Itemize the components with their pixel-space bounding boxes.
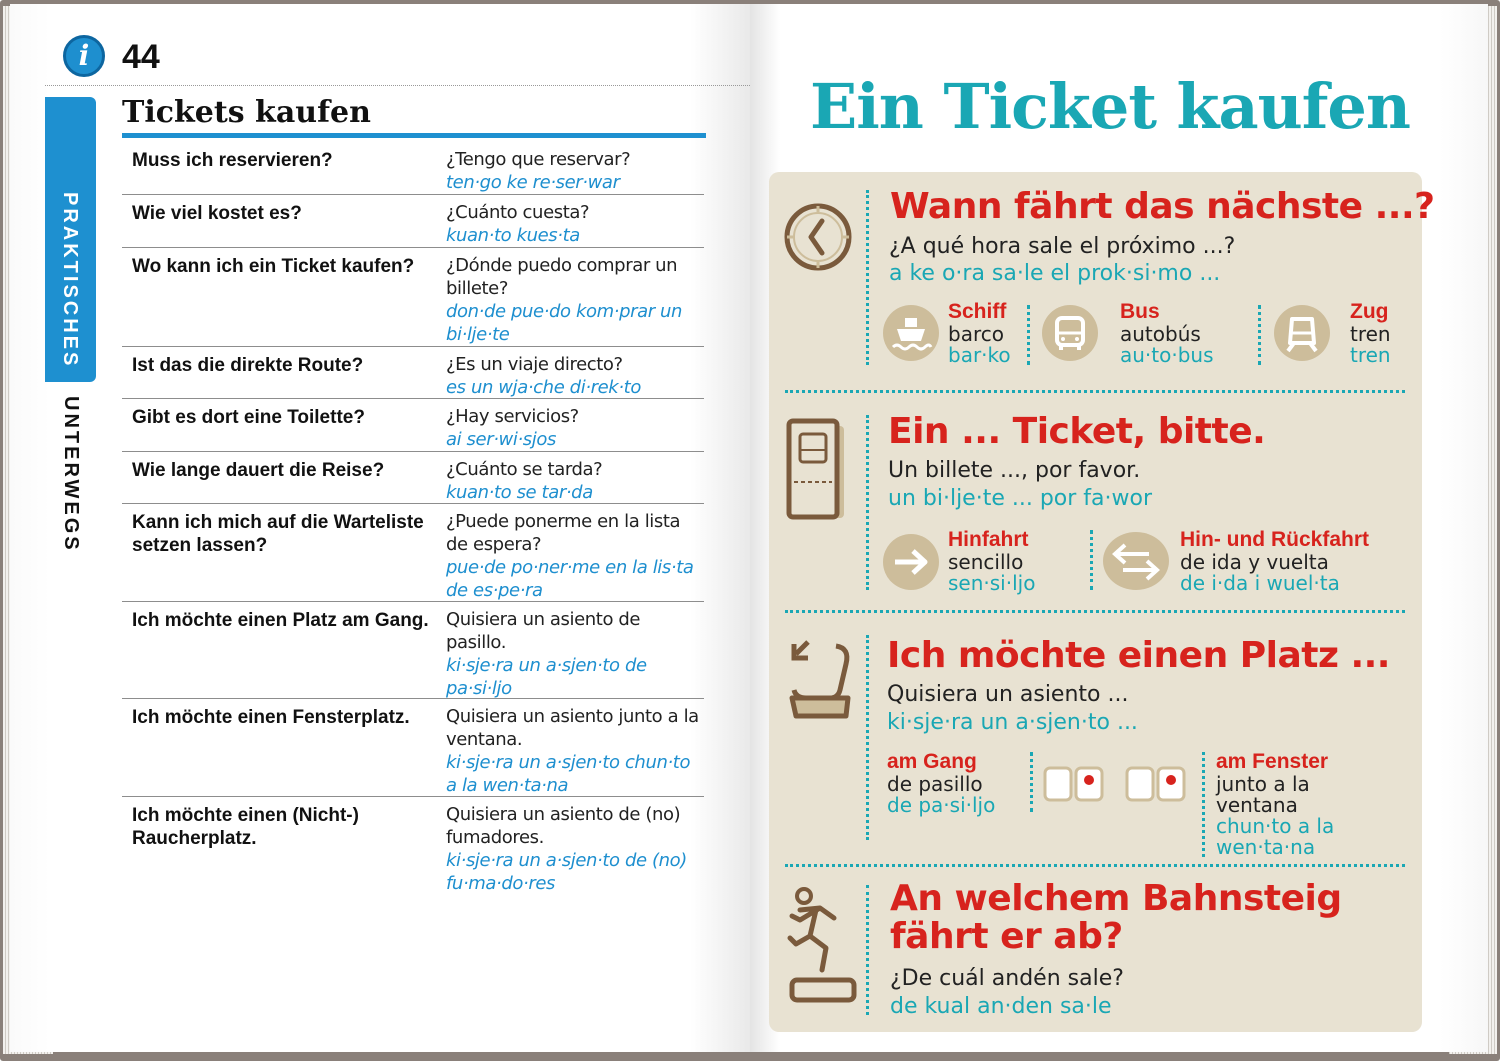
spanish-phrase: ¿Cuánto se tarda? kuan·to se tar·da xyxy=(446,458,704,500)
ticket-icon xyxy=(786,418,848,522)
divider xyxy=(785,390,1405,393)
page-number: 44 xyxy=(122,38,160,76)
pronunciation: ki·sje·ra un a·sjen·to ... xyxy=(887,710,1138,735)
pronunciation: ai ser·wi·sjos xyxy=(446,429,556,450)
pronunciation: don·de pue·do kom·prar un bi·lje·te xyxy=(446,301,683,345)
divider xyxy=(785,864,1405,867)
pronunciation: a ke o·ra sa·le el prok·si·mo ... xyxy=(889,261,1221,286)
spanish-phrase: ¿Es un viaje directo? es un wja·che di·rek·to xyxy=(446,353,704,395)
divider xyxy=(866,415,869,590)
ship-icon xyxy=(883,305,939,361)
german-phrase: Muss ich reservieren? xyxy=(132,150,333,171)
return-arrows-icon xyxy=(1103,532,1169,590)
spanish-phrase: Quisiera un asiento ... xyxy=(887,682,1129,707)
german-phrase: Ich möchte einen Fensterplatz. xyxy=(132,707,410,728)
phrase-row xyxy=(122,195,704,248)
phrase-row xyxy=(122,504,704,602)
divider xyxy=(866,885,869,1015)
divider xyxy=(1258,305,1261,365)
spanish-phrase: Un billete ..., por favor. xyxy=(888,458,1141,483)
spanish-phrase: Quisiera un asiento de (no) fumadores. ki·sje·ra un a·sjen·to de (no) fu·ma·do·res xyxy=(446,803,704,894)
spanish-phrase: Quisiera un asiento de pasillo. ki·sje·ra un a·sjen·to de pa·si·ljo xyxy=(446,608,704,695)
german-phrase: Ich möchte einen Platz am Gang. xyxy=(132,610,429,631)
divider xyxy=(1027,305,1030,365)
arrow-right-icon xyxy=(883,534,939,590)
section-heading: Wann fährt das nächste ...? xyxy=(890,186,1435,227)
section-heading: Ein ... Ticket, bitte. xyxy=(888,411,1266,452)
divider xyxy=(1090,530,1093,590)
pronunciation: ten·go ke re·ser·war xyxy=(446,172,620,193)
german-phrase: Ist das die direkte Route? xyxy=(132,355,364,376)
spanish-phrase: ¿De cuál andén sale? xyxy=(890,966,1124,991)
divider xyxy=(785,610,1405,613)
clock-icon xyxy=(782,196,854,278)
pronunciation: ki·sje·ra un a·sjen·to chun·to a la wen·ta·na xyxy=(446,752,691,796)
info-icon: i xyxy=(63,35,105,77)
german-phrase: Wo kann ich ein Ticket kaufen? xyxy=(132,256,415,277)
train-icon xyxy=(1274,305,1330,361)
pronunciation: kuan·to kues·ta xyxy=(446,225,580,246)
divider xyxy=(866,190,869,365)
section-heading: Ich möchte einen Platz ... xyxy=(887,635,1390,676)
spanish-phrase: Quisiera un asiento junto a la ventana. ki·sje·ra un a·sjen·to chun·to a la wen·ta·na xyxy=(446,705,704,793)
spanish-phrase: ¿A qué hora sale el próximo ...? xyxy=(889,234,1236,259)
phrase-row xyxy=(122,797,704,897)
seat-row-icon xyxy=(1125,766,1187,802)
running-person-icon xyxy=(786,884,860,1008)
option-window: am Fenster junto a la ventana chun·to a la wen·ta·na xyxy=(1216,750,1335,859)
option-bus: Bus autobús au·to·bus xyxy=(1120,300,1214,367)
spanish-phrase: ¿Dónde puedo comprar un billete? don·de pue·do kom·prar un bi·lje·te xyxy=(446,254,704,343)
pronunciation: es un wja·che di·rek·to xyxy=(446,377,641,398)
phrase-row xyxy=(122,399,704,452)
pronunciation: pue·de po·ner·me en la lis·ta de es·pe·ra xyxy=(446,557,694,601)
phrase-row xyxy=(122,699,704,797)
phrase-row xyxy=(122,452,704,504)
spanish-phrase: ¿Tengo que reservar? ten·go ke re·ser·war xyxy=(446,148,704,191)
phrase-row xyxy=(122,602,704,699)
pronunciation: ki·sje·ra un a·sjen·to de pa·si·ljo xyxy=(446,655,647,699)
side-tab-active-label: PRAKTISCHES xyxy=(59,192,81,369)
spanish-phrase: ¿Puede ponerme en la lista de espera? pue·de po·ner·me en la lis·ta de es·pe·ra xyxy=(446,510,704,598)
divider xyxy=(1030,752,1033,812)
spanish-phrase: ¿Cuánto cuesta? kuan·to kues·ta xyxy=(446,201,704,244)
phrase-row xyxy=(122,248,704,347)
bus-icon xyxy=(1042,305,1098,361)
option-return: Hin- und Rückfahrt de ida y vuelta de i·da i wuel·ta xyxy=(1180,528,1369,595)
option-train: Zug tren tren xyxy=(1350,300,1391,367)
german-phrase: Kann ich mich auf die Warteliste setzen lassen? xyxy=(132,512,424,556)
divider xyxy=(866,635,869,840)
header-divider xyxy=(45,85,750,86)
pronunciation: kuan·to se tar·da xyxy=(446,482,593,503)
german-phrase: Ich möchte einen (Nicht-) Raucherplatz. xyxy=(132,805,359,849)
german-phrase: Gibt es dort eine Toilette? xyxy=(132,407,365,428)
phrase-row xyxy=(122,347,704,399)
pronunciation: un bi·lje·te ... por fa·wor xyxy=(888,486,1153,511)
section-heading: An welchem Bahnsteig fährt er ab? xyxy=(890,878,1342,957)
title-underline xyxy=(122,133,706,138)
phrase-row xyxy=(122,142,704,195)
german-phrase: Wie viel kostet es? xyxy=(132,203,302,224)
pronunciation: ki·sje·ra un a·sjen·to de (no) fu·ma·do·res xyxy=(446,850,687,894)
pronunciation: de kual an·den sa·le xyxy=(890,994,1112,1019)
option-aisle: am Gang de pasillo de pa·si·ljo xyxy=(887,750,996,817)
divider xyxy=(1202,752,1205,857)
seat-icon xyxy=(786,638,856,722)
option-ship: Schiff barco bar·ko xyxy=(948,300,1011,367)
spanish-phrase: ¿Hay servicios? ai ser·wi·sjos xyxy=(446,405,704,448)
phrase-table xyxy=(122,142,704,897)
section-title: Tickets kaufen xyxy=(122,95,371,130)
german-phrase: Wie lange dauert die Reise? xyxy=(132,460,385,481)
page-title: Ein Ticket kaufen xyxy=(810,70,1410,143)
side-tab-inactive-label[interactable]: UNTERWEGS xyxy=(60,396,82,553)
seat-row-icon xyxy=(1043,766,1105,802)
option-single: Hinfahrt sencillo sen·si·ljo xyxy=(948,528,1036,595)
